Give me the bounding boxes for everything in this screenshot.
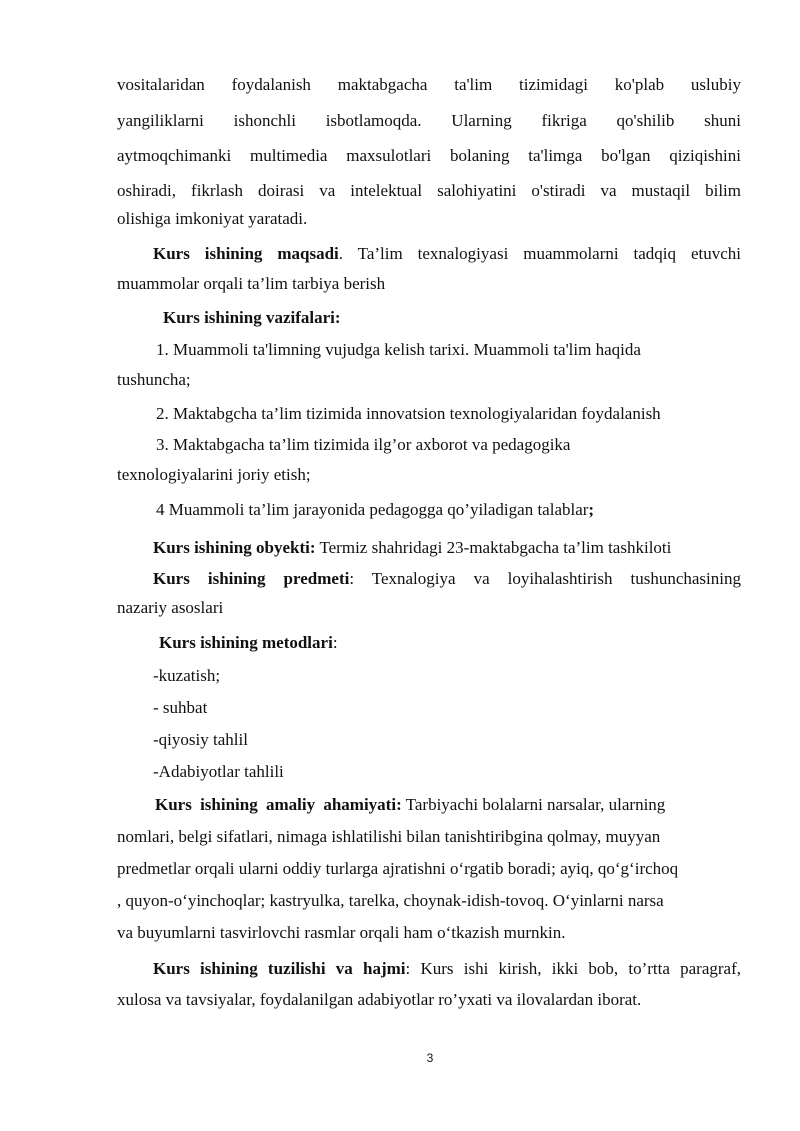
practical-line-1 (155, 794, 665, 816)
subject-text: : Texnalogiya va loyihalashtirish tushunchasining (349, 569, 741, 588)
intro-line-4: oshiradi, fikrlash doirasi va intelektual salohiyatini o'stiradi va mustaqil bilim (117, 181, 741, 200)
method-item: -kuzatish; (153, 666, 221, 685)
goal-heading: Kurs ishining maqsadi (153, 244, 339, 263)
structure-text: : Kurs ishi kirish, ikki bob, to’rtta paragraf, (405, 959, 741, 978)
practical-text: Tarbiyachi bolalarni narsalar, ularning (401, 795, 666, 814)
practical-line-5: va buyumlarni tasvirlovchi rasmlar orqali ham o‘tkazish murnkin. (117, 923, 566, 942)
task-item-1-cont: tushuncha; (117, 370, 191, 389)
methods-heading: Kurs ishining metodlari: (159, 633, 338, 652)
intro-line-5: olishiga imkoniyat yaratadi. (117, 209, 308, 228)
page-number: 3 (426, 1051, 434, 1065)
task-item-3-cont: texnologiyalarini joriy etish; (117, 465, 311, 484)
practical-line-3: predmetlar orqali ularni oddiy turlarga ajratishni o‘rgatib boradi; ayiq, qo‘g‘irchoq (117, 859, 679, 878)
practical-heading: Kurs ishining amaliy ahamiyati: (155, 795, 402, 814)
practical-line-4: , quyon-o‘yinchoqlar; kastryulka, tarelka, choynak-idish-tovoq. O‘yinlarni narsa (117, 891, 664, 910)
task-item-3: 3. Maktabgacha ta’lim tizimida ilg’or axborot va pedagogika (156, 435, 571, 454)
object-text: Termiz shahridagi 23-maktabgacha ta’lim tashkiloti (315, 538, 672, 557)
subject-heading: Kurs ishining predmeti (153, 569, 350, 588)
intro-line-1: vositalaridan foydalanish maktabgacha ta'lim tizimidagi ko'plab uslubiy (117, 75, 741, 94)
method-item: -qiyosiy tahlil (153, 730, 248, 749)
practical-line-2: nomlari, belgi sifatlari, nimaga ishlatilishi bilan tanishtiribgina qolmay, muyyan (117, 827, 661, 846)
object-line (153, 537, 671, 559)
goal-text-line-2: muammolar orqali ta’lim tarbiya berish (117, 274, 386, 293)
structure-heading: Kurs ishining tuzilishi va hajmi (153, 959, 406, 978)
goal-paragraph (153, 243, 741, 265)
task-item-2: 2. Maktabgcha ta’lim tizimida innovatsion texnologiyalaridan foydalanish (156, 404, 661, 423)
task-item-4: 4 Muammoli ta’lim jarayonida pedagogga qo’yiladigan talablar; (156, 500, 595, 519)
structure-text-line-2: xulosa va tavsiyalar, foydalanilgan adabiyotlar ro’yxati va ilovalardan iborat. (117, 990, 642, 1009)
intro-line-3: aytmoqchimanki multimedia maxsulotlari bolaning ta'limga bo'lgan qiziqishini (117, 146, 741, 165)
goal-text: . Ta’lim texnalogiyasi muammolarni tadqiq etuvchi (338, 244, 741, 263)
subject-paragraph (153, 568, 741, 590)
method-item: -Adabiyotlar tahlili (153, 762, 284, 781)
method-item: - suhbat (153, 698, 208, 717)
structure-paragraph (153, 958, 741, 980)
intro-line-2: yangiliklarni ishonchli isbotlamoqda. Ularning fikriga qo'shilib shuni (117, 111, 741, 130)
task-item-1: 1. Muammoli ta'limning vujudga kelish tarixi. Muammoli ta'lim haqida (156, 340, 641, 359)
object-heading: Kurs ishining obyekti: (153, 538, 316, 557)
subject-text-line-2: nazariy asoslari (117, 598, 224, 617)
tasks-heading: Kurs ishining vazifalari: (163, 308, 341, 327)
